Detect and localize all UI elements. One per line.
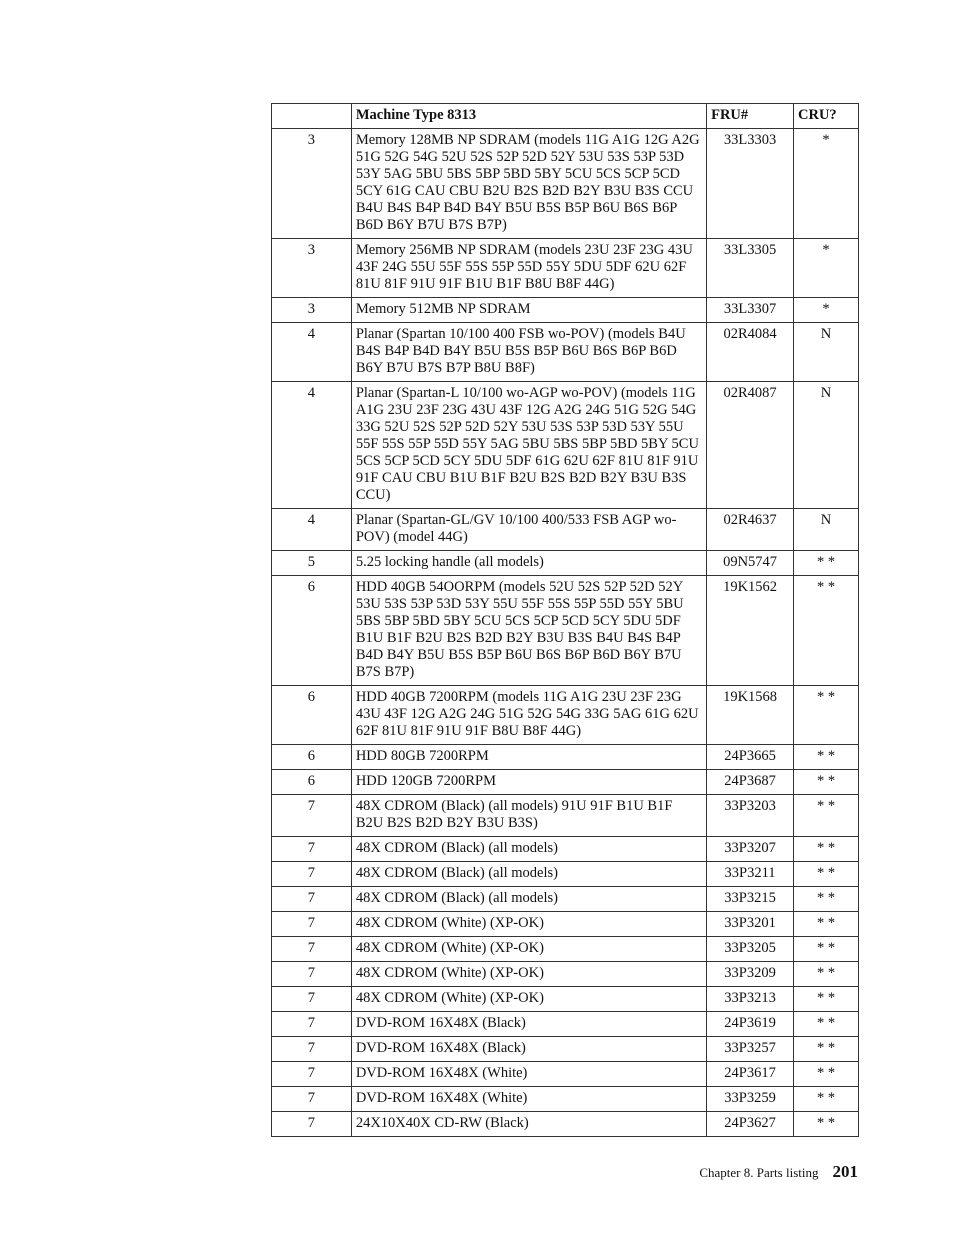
cru-cell: * * xyxy=(794,937,859,962)
description-cell: 48X CDROM (Black) (all models) xyxy=(351,887,706,912)
fru-cell: 19K1562 xyxy=(707,576,794,686)
index-cell: 3 xyxy=(272,129,352,239)
cru-cell: * * xyxy=(794,912,859,937)
fru-cell: 24P3619 xyxy=(707,1012,794,1037)
fru-cell: 33P3207 xyxy=(707,837,794,862)
fru-cell: 24P3687 xyxy=(707,770,794,795)
header-index xyxy=(272,104,352,129)
fru-cell: 09N5747 xyxy=(707,551,794,576)
cru-cell: * * xyxy=(794,1087,859,1112)
table-row xyxy=(272,937,859,962)
parts-table xyxy=(271,103,859,1137)
page-footer xyxy=(699,1162,858,1182)
table-row xyxy=(272,551,859,576)
description-cell: Memory 128MB NP SDRAM (models 11G A1G 12G A2G 51G 52G 54G 52U 52S 52P 52D 52Y 53U 53S 53P 53D 53Y 5AG 5BU 5BS 5BP 5BD 5BY 5CU 5CS 5CP 5CD 5CY 61G CAU CBU B2U B2S B2D B2Y B3U B3S CCU B4U B4S B4P B4D B4Y B5U B5S B5P B6U B6S B6P B6D B6Y B7U B7S B7P) xyxy=(351,129,706,239)
description-cell: HDD 40GB 7200RPM (models 11G A1G 23U 23F 23G 43U 43F 12G A2G 24G 51G 52G 54G 33G 5AG 61G 62U 62F 81U 81F 91U 91F B8U B8F 44G) xyxy=(351,686,706,745)
index-cell: 7 xyxy=(272,862,352,887)
index-cell: 4 xyxy=(272,382,352,509)
cru-cell: * * xyxy=(794,1112,859,1137)
index-cell: 7 xyxy=(272,937,352,962)
cru-cell: * * xyxy=(794,837,859,862)
index-cell: 7 xyxy=(272,887,352,912)
fru-cell: 02R4637 xyxy=(707,509,794,551)
fru-cell: 33P3215 xyxy=(707,887,794,912)
cru-cell: * * xyxy=(794,795,859,837)
table-header-row xyxy=(272,104,859,129)
cru-cell: * * xyxy=(794,686,859,745)
cru-cell: * * xyxy=(794,862,859,887)
index-cell: 3 xyxy=(272,239,352,298)
description-cell: 48X CDROM (Black) (all models) xyxy=(351,837,706,862)
fru-cell: 02R4084 xyxy=(707,323,794,382)
table-row xyxy=(272,795,859,837)
index-cell: 7 xyxy=(272,1087,352,1112)
table-row xyxy=(272,745,859,770)
cru-cell: * * xyxy=(794,576,859,686)
fru-cell: 33P3213 xyxy=(707,987,794,1012)
fru-cell: 24P3617 xyxy=(707,1062,794,1087)
index-cell: 6 xyxy=(272,770,352,795)
description-cell: DVD-ROM 16X48X (Black) xyxy=(351,1037,706,1062)
table-body xyxy=(272,129,859,1137)
header-machine-type: Machine Type 8313 xyxy=(351,104,706,129)
cru-cell: * * xyxy=(794,770,859,795)
fru-cell: 33P3211 xyxy=(707,862,794,887)
page-number: 201 xyxy=(832,1162,858,1181)
cru-cell: * * xyxy=(794,962,859,987)
table-row xyxy=(272,987,859,1012)
index-cell: 7 xyxy=(272,1112,352,1137)
chapter-title: Chapter 8. Parts listing xyxy=(699,1165,819,1180)
index-cell: 7 xyxy=(272,912,352,937)
index-cell: 7 xyxy=(272,795,352,837)
cru-cell: * * xyxy=(794,551,859,576)
index-cell: 6 xyxy=(272,745,352,770)
fru-cell: 33P3203 xyxy=(707,795,794,837)
table-row xyxy=(272,323,859,382)
description-cell: 48X CDROM (Black) (all models) 91U 91F B1U B1F B2U B2S B2D B2Y B3U B3S) xyxy=(351,795,706,837)
fru-cell: 33P3259 xyxy=(707,1087,794,1112)
index-cell: 7 xyxy=(272,837,352,862)
index-cell: 6 xyxy=(272,686,352,745)
cru-cell: * xyxy=(794,298,859,323)
cru-cell: * * xyxy=(794,1037,859,1062)
description-cell: Planar (Spartan-GL/GV 10/100 400/533 FSB AGP wo-POV) (model 44G) xyxy=(351,509,706,551)
description-cell: 48X CDROM (White) (XP-OK) xyxy=(351,987,706,1012)
fru-cell: 24P3665 xyxy=(707,745,794,770)
cru-cell: * xyxy=(794,239,859,298)
description-cell: HDD 80GB 7200RPM xyxy=(351,745,706,770)
table-row xyxy=(272,239,859,298)
fru-cell: 33P3201 xyxy=(707,912,794,937)
cru-cell: N xyxy=(794,323,859,382)
description-cell: Memory 512MB NP SDRAM xyxy=(351,298,706,323)
fru-cell: 19K1568 xyxy=(707,686,794,745)
description-cell: DVD-ROM 16X48X (White) xyxy=(351,1087,706,1112)
table-row xyxy=(272,912,859,937)
index-cell: 3 xyxy=(272,298,352,323)
index-cell: 7 xyxy=(272,1037,352,1062)
cru-cell: * * xyxy=(794,1062,859,1087)
index-cell: 7 xyxy=(272,1062,352,1087)
table-row xyxy=(272,962,859,987)
cru-cell: * * xyxy=(794,887,859,912)
description-cell: HDD 120GB 7200RPM xyxy=(351,770,706,795)
table-row xyxy=(272,887,859,912)
description-cell: DVD-ROM 16X48X (Black) xyxy=(351,1012,706,1037)
cru-cell: N xyxy=(794,509,859,551)
description-cell: HDD 40GB 54OORPM (models 52U 52S 52P 52D 52Y 53U 53S 53P 53D 53Y 55U 55F 55S 55P 55D 55Y 5BU 5BS 5BP 5BD 5BY 5CU 5CS 5CP 5CD 5CY 5DU 5DF B1U B1F B2U B2S B2D B2Y B3U B3S B4U B4S B4P B4D B4Y B5U B5S B5P B6U B6S B6P B6D B6Y B7U B7S B7P) xyxy=(351,576,706,686)
fru-cell: 33P3205 xyxy=(707,937,794,962)
header-cru: CRU? xyxy=(794,104,859,129)
header-fru: FRU# xyxy=(707,104,794,129)
table-row xyxy=(272,1062,859,1087)
fru-cell: 24P3627 xyxy=(707,1112,794,1137)
index-cell: 7 xyxy=(272,1012,352,1037)
cru-cell: * * xyxy=(794,1012,859,1037)
table-row xyxy=(272,1037,859,1062)
description-cell: 24X10X40X CD-RW (Black) xyxy=(351,1112,706,1137)
table-row xyxy=(272,837,859,862)
table-row xyxy=(272,1087,859,1112)
table-row xyxy=(272,382,859,509)
index-cell: 7 xyxy=(272,962,352,987)
description-cell: 48X CDROM (Black) (all models) xyxy=(351,862,706,887)
description-cell: 48X CDROM (White) (XP-OK) xyxy=(351,912,706,937)
description-cell: Memory 256MB NP SDRAM (models 23U 23F 23G 43U 43F 24G 55U 55F 55S 55P 55D 55Y 5DU 5DF 62U 62F 81U 81F 91U 91F B1U B1F B8U B8F 44G) xyxy=(351,239,706,298)
fru-cell: 33L3307 xyxy=(707,298,794,323)
fru-cell: 33L3305 xyxy=(707,239,794,298)
table-row xyxy=(272,509,859,551)
fru-cell: 02R4087 xyxy=(707,382,794,509)
description-cell: Planar (Spartan 10/100 400 FSB wo-POV) (models B4U B4S B4P B4D B4Y B5U B5S B5P B6U B6S B6P B6D B6Y B7U B7S B7P B8U B8F) xyxy=(351,323,706,382)
table-row xyxy=(272,770,859,795)
fru-cell: 33P3257 xyxy=(707,1037,794,1062)
description-cell: Planar (Spartan-L 10/100 wo-AGP wo-POV) (models 11G A1G 23U 23F 23G 43U 43F 12G A2G 24G 51G 52G 54G 33G 52U 52S 52P 52D 52Y 53U 53S 53P 53D 53Y 55U 55F 55S 55P 55D 55Y 5AG 5BU 5BS 5BP 5BD 5BY 5CU 5CS 5CP 5CD 5CY 5DU 5DF 61G 62U 62F 81U 81F 91U 91F CAU CBU B1U B1F B2U B2S B2D B2Y B3U B3S CCU) xyxy=(351,382,706,509)
table-row xyxy=(272,298,859,323)
cru-cell: * * xyxy=(794,987,859,1012)
cru-cell: * xyxy=(794,129,859,239)
description-cell: 5.25 locking handle (all models) xyxy=(351,551,706,576)
table-row xyxy=(272,1112,859,1137)
cru-cell: * * xyxy=(794,745,859,770)
cru-cell: N xyxy=(794,382,859,509)
description-cell: DVD-ROM 16X48X (White) xyxy=(351,1062,706,1087)
description-cell: 48X CDROM (White) (XP-OK) xyxy=(351,962,706,987)
table-row xyxy=(272,686,859,745)
index-cell: 4 xyxy=(272,509,352,551)
index-cell: 4 xyxy=(272,323,352,382)
fru-cell: 33P3209 xyxy=(707,962,794,987)
description-cell: 48X CDROM (White) (XP-OK) xyxy=(351,937,706,962)
index-cell: 7 xyxy=(272,987,352,1012)
table-row xyxy=(272,129,859,239)
table-row xyxy=(272,862,859,887)
index-cell: 5 xyxy=(272,551,352,576)
table-row xyxy=(272,1012,859,1037)
index-cell: 6 xyxy=(272,576,352,686)
table-row xyxy=(272,576,859,686)
fru-cell: 33L3303 xyxy=(707,129,794,239)
